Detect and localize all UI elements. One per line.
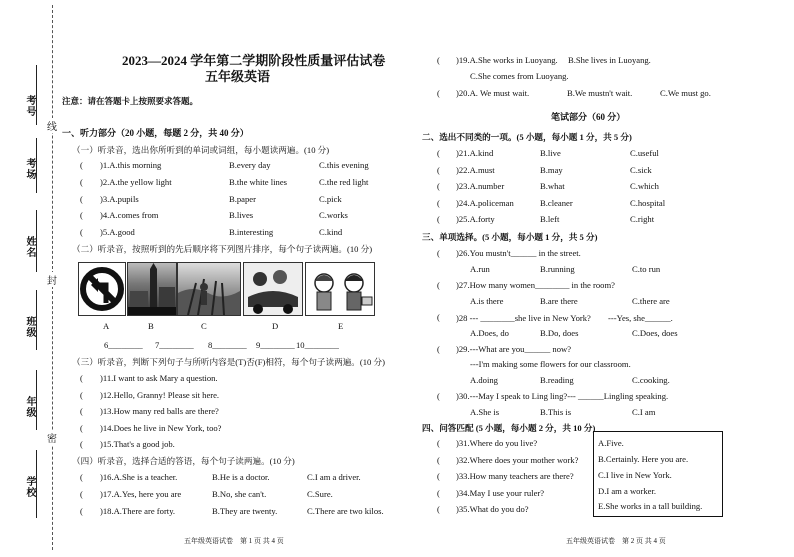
- answer-paren[interactable]: (: [437, 148, 440, 158]
- option-c: C.kind: [319, 227, 343, 237]
- option-b: B.the white lines: [229, 177, 287, 187]
- answer-paren[interactable]: (: [80, 506, 83, 516]
- answer-paren[interactable]: (: [80, 194, 83, 204]
- option-b: B.They are twenty.: [212, 506, 278, 516]
- option-b: B.We mustn't wait.: [567, 88, 633, 98]
- underline: [36, 65, 37, 125]
- question-24: )24.A.policeman: [456, 198, 514, 208]
- family-driving-image: [243, 262, 303, 316]
- section-3-instructions: （三）听录音，判断下列句子与所听内容是(T)否(F)相符，每个句子读两遍。(10 分): [72, 357, 385, 367]
- underline: [36, 290, 37, 350]
- option-c: C.to run: [632, 264, 661, 274]
- option-c: C.We must go.: [660, 88, 711, 98]
- option-c: C.pick: [319, 194, 342, 204]
- question-28: )28 --- ________she live in New York? ---Yes, she______.: [456, 313, 673, 323]
- question-25: )25.A.forty: [456, 214, 495, 224]
- blank-number: 6: [104, 340, 109, 350]
- option-c: C.Sure.: [307, 489, 333, 499]
- picture-letter-d: D: [272, 321, 279, 331]
- answer-paren[interactable]: (: [80, 210, 83, 220]
- answer-e: E.She works in a tall building.: [598, 501, 703, 511]
- option-b: B.may: [540, 165, 563, 175]
- section-listening: 一、听力部分（20 小题，每题 2 分，共 40 分）: [62, 128, 249, 138]
- option-b: B.are there: [540, 296, 578, 306]
- option-b: B.Do, does: [540, 328, 579, 338]
- answer-paren[interactable]: (: [437, 455, 440, 465]
- picture-letter-b: B: [148, 321, 154, 331]
- order-blank-10[interactable]: 10________: [296, 340, 339, 350]
- answer-c: C.I live in New York.: [598, 470, 672, 480]
- seal-char-mi: 密: [47, 430, 57, 445]
- option-b: B.what: [540, 181, 565, 191]
- option-c: C.this evening: [319, 160, 369, 170]
- answer-paren[interactable]: (: [80, 160, 83, 170]
- label-name: 姓名: [24, 236, 35, 258]
- option-c: C.there are: [632, 296, 670, 306]
- underline: [36, 450, 37, 518]
- answer-paren[interactable]: (: [437, 165, 440, 175]
- answer-paren[interactable]: (: [80, 406, 83, 416]
- answer-paren[interactable]: (: [80, 423, 83, 433]
- question-17: )17.A.Yes, here you are: [100, 489, 182, 499]
- option-b: B.reading: [540, 375, 574, 385]
- option-c: C.cooking.: [632, 375, 670, 385]
- question-29-reply: ---I'm making some flowers for our classroom.: [470, 359, 631, 369]
- answer-paren[interactable]: (: [437, 88, 440, 98]
- label-school: 学校: [24, 476, 35, 498]
- option-c: C.sick: [630, 165, 652, 175]
- option-b: B.She lives in Luoyang.: [568, 55, 651, 65]
- label-class: 班级: [24, 316, 35, 338]
- answer-paren[interactable]: (: [80, 177, 83, 187]
- option-b: B.left: [540, 214, 560, 224]
- option-b: B.He is a doctor.: [212, 472, 270, 482]
- answer-paren[interactable]: (: [80, 489, 83, 499]
- section-2-instructions: （二）听录音，按照听到的先后顺序将下列图片排序，每个句子读两遍。(10 分): [72, 244, 373, 254]
- underline: [36, 370, 37, 430]
- blank-number: 8: [208, 340, 213, 350]
- no-left-turn-sign-image: [78, 262, 126, 316]
- question-4: )4.A.comes from: [100, 210, 159, 220]
- option-c: C.I am: [632, 407, 656, 417]
- underline: [36, 210, 37, 272]
- answer-paren[interactable]: (: [437, 280, 440, 290]
- answer-paren[interactable]: (: [437, 471, 440, 481]
- order-blank-9[interactable]: 9________: [256, 340, 295, 350]
- answer-paren[interactable]: (: [437, 181, 440, 191]
- section-4-instructions: （四）听录音，选择合适的答语，每个句子读两遍。(10 分): [72, 456, 295, 466]
- option-c: C.I am a driver.: [307, 472, 361, 482]
- option-a: A.run: [470, 264, 490, 274]
- label-exam-room: 考场: [24, 158, 35, 180]
- exam-subtitle: 五年级英语: [205, 69, 271, 84]
- label-exam-number: 考号: [24, 95, 35, 117]
- order-blank-7[interactable]: 7________: [155, 340, 194, 350]
- city-tower-image: [127, 262, 177, 316]
- option-a: A.is there: [470, 296, 504, 306]
- answer-paren[interactable]: (: [80, 390, 83, 400]
- page-footer-2: 五年级英语试卷 第 2 页 共 4 页: [566, 537, 666, 545]
- blank-number: 7: [155, 340, 160, 350]
- option-a: A.doing: [470, 375, 498, 385]
- option-b: B.cleaner: [540, 198, 573, 208]
- children-cartoon-image: [305, 262, 375, 316]
- option-b: B.live: [540, 148, 561, 158]
- question-34: )34.May I use your ruler?: [456, 488, 545, 498]
- question-33: )33.How many teachers are there?: [456, 471, 574, 481]
- option-c: C.the red light: [319, 177, 369, 187]
- question-32: )32.Where does your mother work?: [456, 455, 579, 465]
- question-27: )27.How many women________ in the room?: [456, 280, 615, 290]
- question-2: )2.A.the yellow light: [100, 177, 172, 187]
- option-b: B.interesting: [229, 227, 274, 237]
- question-1: )1.A.this morning: [100, 160, 162, 170]
- part-2-instructions: 二、选出不同类的一项。(5 小题，每小题 1 分，共 5 分): [422, 132, 632, 142]
- question-21: )21.A.kind: [456, 148, 494, 158]
- section-1-instructions: （一）听录音，选出你所听到的单词或词组，每小题读两遍。(10 分): [72, 145, 330, 155]
- option-b: B.No, she can't.: [212, 489, 267, 499]
- answer-paren[interactable]: (: [437, 504, 440, 514]
- seal-char-xian: 线: [47, 118, 57, 133]
- answer-paren[interactable]: (: [80, 472, 83, 482]
- option-c: C.works: [319, 210, 348, 220]
- answer-paren[interactable]: (: [437, 248, 440, 258]
- label-grade: 年级: [24, 396, 35, 418]
- answer-d: D.I am a worker.: [598, 486, 656, 496]
- answer-paren[interactable]: (: [437, 438, 440, 448]
- exam-title: 2023—2024 学年第二学期阶段性质量评估试卷: [122, 53, 386, 68]
- question-26: )26.You mustn't______ in the street.: [456, 248, 581, 258]
- option-c: C.Does, does: [632, 328, 678, 338]
- answer-paren[interactable]: (: [80, 439, 83, 449]
- part-3-instructions: 三、单项选择。(5 小题，每小题 1 分，共 5 分): [422, 232, 598, 242]
- option-c: C.She comes from Luoyang.: [470, 71, 569, 81]
- underline: [36, 138, 37, 193]
- seal-char-feng: 封: [47, 272, 57, 287]
- option-b: B.every day: [229, 160, 271, 170]
- option-c: C.which: [630, 181, 659, 191]
- option-b: B.lives: [229, 210, 254, 220]
- answer-paren[interactable]: (: [80, 227, 83, 237]
- notice: 注意：请在答题卡上按照要求答题。: [62, 96, 199, 106]
- question-3: )3.A.pupils: [100, 194, 139, 204]
- farm-field-image: [177, 262, 241, 316]
- answer-paren[interactable]: (: [437, 391, 440, 401]
- question-16: )16.A.She is a teacher.: [100, 472, 178, 482]
- option-b: B.paper: [229, 194, 256, 204]
- option-b: B.This is: [540, 407, 572, 417]
- answer-paren[interactable]: (: [437, 488, 440, 498]
- question-15: )15.That's a good job.: [100, 439, 175, 449]
- option-c: C.There are two kilos.: [307, 506, 384, 516]
- picture-letter-e: E: [338, 321, 344, 331]
- option-a: A.Does, do: [470, 328, 509, 338]
- question-18: )18.A.There are forty.: [100, 506, 176, 516]
- question-14: )14.Does he live in New York, too?: [100, 423, 222, 433]
- question-35: )35.What do you do?: [456, 504, 529, 514]
- answer-paren[interactable]: (: [437, 214, 440, 224]
- blank-number: 10: [296, 340, 305, 350]
- answer-a: A.Five.: [598, 438, 624, 448]
- answer-paren[interactable]: (: [80, 373, 83, 383]
- question-19: )19.A.She works in Luoyang.: [456, 55, 558, 65]
- part-4-instructions: 四、问答匹配 (5 小题，每小题 2 分，共 10 分): [422, 423, 596, 433]
- binding-strip: [0, 0, 58, 557]
- option-c: C.right: [630, 214, 655, 224]
- answer-b: B.Certainly. Here you are.: [598, 454, 689, 464]
- answer-paren[interactable]: (: [437, 312, 440, 322]
- blank-number: 9: [256, 340, 261, 350]
- page-footer-1: 五年级英语试卷 第 1 页 共 4 页: [184, 537, 284, 545]
- question-22: )22.A.must: [456, 165, 495, 175]
- order-blank-6[interactable]: 6________: [104, 340, 143, 350]
- question-31: )31.Where do you live?: [456, 438, 538, 448]
- option-c: C.useful: [630, 148, 659, 158]
- order-blank-8[interactable]: 8________: [208, 340, 247, 350]
- answer-paren[interactable]: (: [437, 344, 440, 354]
- question-5: )5.A.good: [100, 227, 135, 237]
- question-13: )13.How many red balls are there?: [100, 406, 219, 416]
- question-12: )12.Hello, Granny! Please sit here.: [100, 390, 220, 400]
- answer-options-box: [593, 431, 723, 517]
- written-section-title: 笔试部分（60 分）: [551, 112, 626, 122]
- option-b: B.running: [540, 264, 575, 274]
- question-11: )11.I want to ask Mary a question.: [100, 373, 218, 383]
- question-30: )30.---May I speak to Ling ling?--- ______Lingling speaking.: [456, 391, 669, 401]
- option-a: A.She is: [470, 407, 500, 417]
- picture-letter-c: C: [201, 321, 207, 331]
- question-20: )20.A. We must wait.: [456, 88, 530, 98]
- question-29: )29.---What are you______ now?: [456, 344, 572, 354]
- question-23: )23.A.number: [456, 181, 505, 191]
- answer-paren[interactable]: (: [437, 55, 440, 65]
- answer-paren[interactable]: (: [437, 198, 440, 208]
- picture-letter-a: A: [103, 321, 110, 331]
- option-c: C.hospital: [630, 198, 666, 208]
